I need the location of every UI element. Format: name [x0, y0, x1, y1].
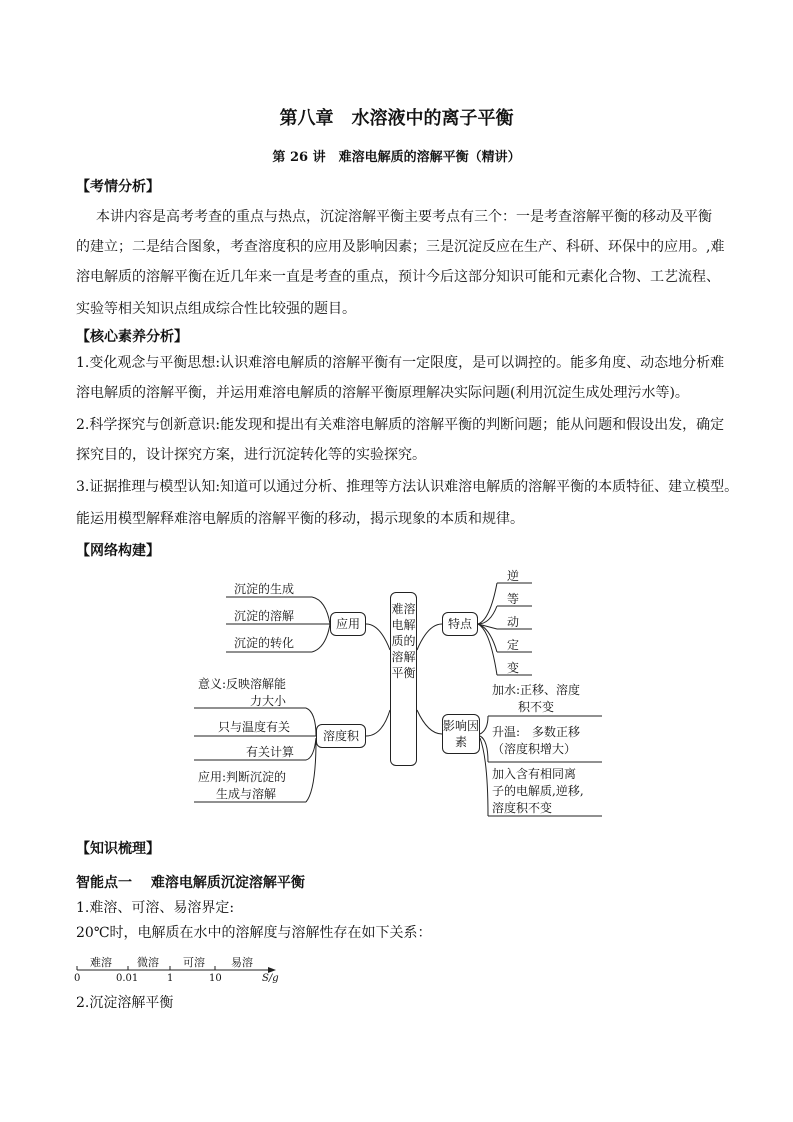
ksp-item-line: 应用:判断沉淀的 [198, 770, 287, 784]
exam-analysis-line: 溶电解质的溶解平衡在近几年来一直是考查的重点，预计今后这部分知识可能和元素化合物、工艺流程、 [76, 269, 720, 285]
factor-item-line: （溶度积增大） [492, 742, 577, 756]
scale-tick: 10 [209, 973, 222, 984]
scale-unit: S/g [262, 973, 279, 984]
point-title: 智能点一 难溶电解质沉淀溶解平衡 [76, 875, 305, 891]
exam-analysis-heading: 【考情分析】 [76, 179, 160, 195]
application-node: 应用 [330, 612, 366, 636]
lecture-title: 第 26 讲 难溶电解质的溶解平衡（精讲） [272, 150, 521, 165]
chapter-title: 第八章 水溶液中的离子平衡 [279, 108, 514, 129]
ksp-item: 有关计算 [246, 745, 295, 759]
scale-tick: 1 [167, 973, 174, 984]
core-literacy-line: 溶电解质的溶解平衡，并运用难溶电解质的溶解平衡原理解决实际问题(利用沉淀生成处理污水等)。 [76, 385, 689, 401]
scale-tick: 0 [74, 973, 81, 984]
exam-analysis-line: 的建立；二是结合图象，考查溶度积的应用及影响因素；三是沉淀反应在生产、科研、环保中的应用。,难 [76, 239, 725, 255]
knowledge-item: 2.沉淀溶解平衡 [76, 995, 174, 1011]
scale-label: 难溶 [90, 956, 112, 969]
scale-label: 易溶 [231, 956, 253, 969]
factor-item-line: 积不变 [518, 700, 555, 714]
factor-item-line: 加入含有相同离 [492, 767, 577, 781]
core-literacy-line: 1.变化观念与平衡思想:认识难溶电解质的溶解平衡有一定限度，是可以调控的。能多角度、动态地分析难 [76, 355, 725, 371]
scale-label: 可溶 [183, 956, 205, 969]
feature-item: 等 [507, 592, 520, 606]
ksp-item-line: 生成与溶解 [216, 787, 277, 801]
factor-item-line: 溶度积不变 [492, 801, 553, 815]
factor-item-line: 升温: 多数正移 [492, 725, 581, 739]
features-node: 特点 [442, 612, 478, 636]
feature-item: 动 [507, 615, 520, 629]
feature-item: 定 [507, 638, 520, 652]
core-literacy-line: 2.科学探究与创新意识:能发现和提出有关难溶电解质的溶解平衡的判断问题；能从问题和假设出发，确定 [76, 417, 725, 433]
scale-tick: 0.01 [116, 973, 139, 984]
feature-item: 逆 [507, 569, 520, 583]
center-node: 难溶电解质的溶解平衡 [390, 592, 417, 766]
knowledge-desc: 20℃时，电解质在水中的溶解度与溶解性存在如下关系： [76, 925, 432, 941]
ksp-item: 只与温度有关 [218, 720, 291, 734]
network-heading: 【网络构建】 [76, 543, 160, 559]
feature-item: 变 [507, 661, 520, 675]
exam-analysis-line: 本讲内容是高考考查的重点与热点，沉淀溶解平衡主要考点有三个：一是考查溶解平衡的移动及平衡 [96, 209, 712, 225]
core-literacy-heading: 【核心素养分析】 [76, 329, 188, 345]
factor-item-line: 加水:正移、溶度 [492, 683, 581, 697]
factors-node: 影响因素 [442, 714, 480, 754]
app-item: 沉淀的转化 [234, 636, 295, 650]
app-item: 沉淀的生成 [234, 582, 295, 596]
core-literacy-line: 探究目的，设计探究方案，进行沉淀转化等的实验探究。 [76, 447, 426, 463]
core-literacy-line: 3.证据推理与模型认知:知道可以通过分析、推理等方法认识难溶电解质的溶解平衡的本质特征、建立模型。 [76, 479, 739, 495]
knowledge-heading: 【知识梳理】 [76, 841, 160, 857]
knowledge-item: 1.难溶、可溶、易溶界定: [76, 900, 235, 916]
scale-label: 微溶 [137, 956, 159, 969]
ksp-node: 溶度积 [316, 724, 366, 748]
ksp-item-line: 意义:反映溶解能 [198, 677, 287, 691]
core-literacy-line: 能运用模型解释难溶电解质的溶解平衡的移动，揭示现象的本质和规律。 [76, 511, 524, 527]
app-item: 沉淀的溶解 [234, 609, 295, 623]
ksp-item-line: 力大小 [250, 694, 287, 708]
exam-analysis-line: 实验等相关知识点组成综合性比较强的题目。 [76, 301, 356, 317]
factor-item-line: 子的电解质,逆移, [492, 784, 584, 798]
